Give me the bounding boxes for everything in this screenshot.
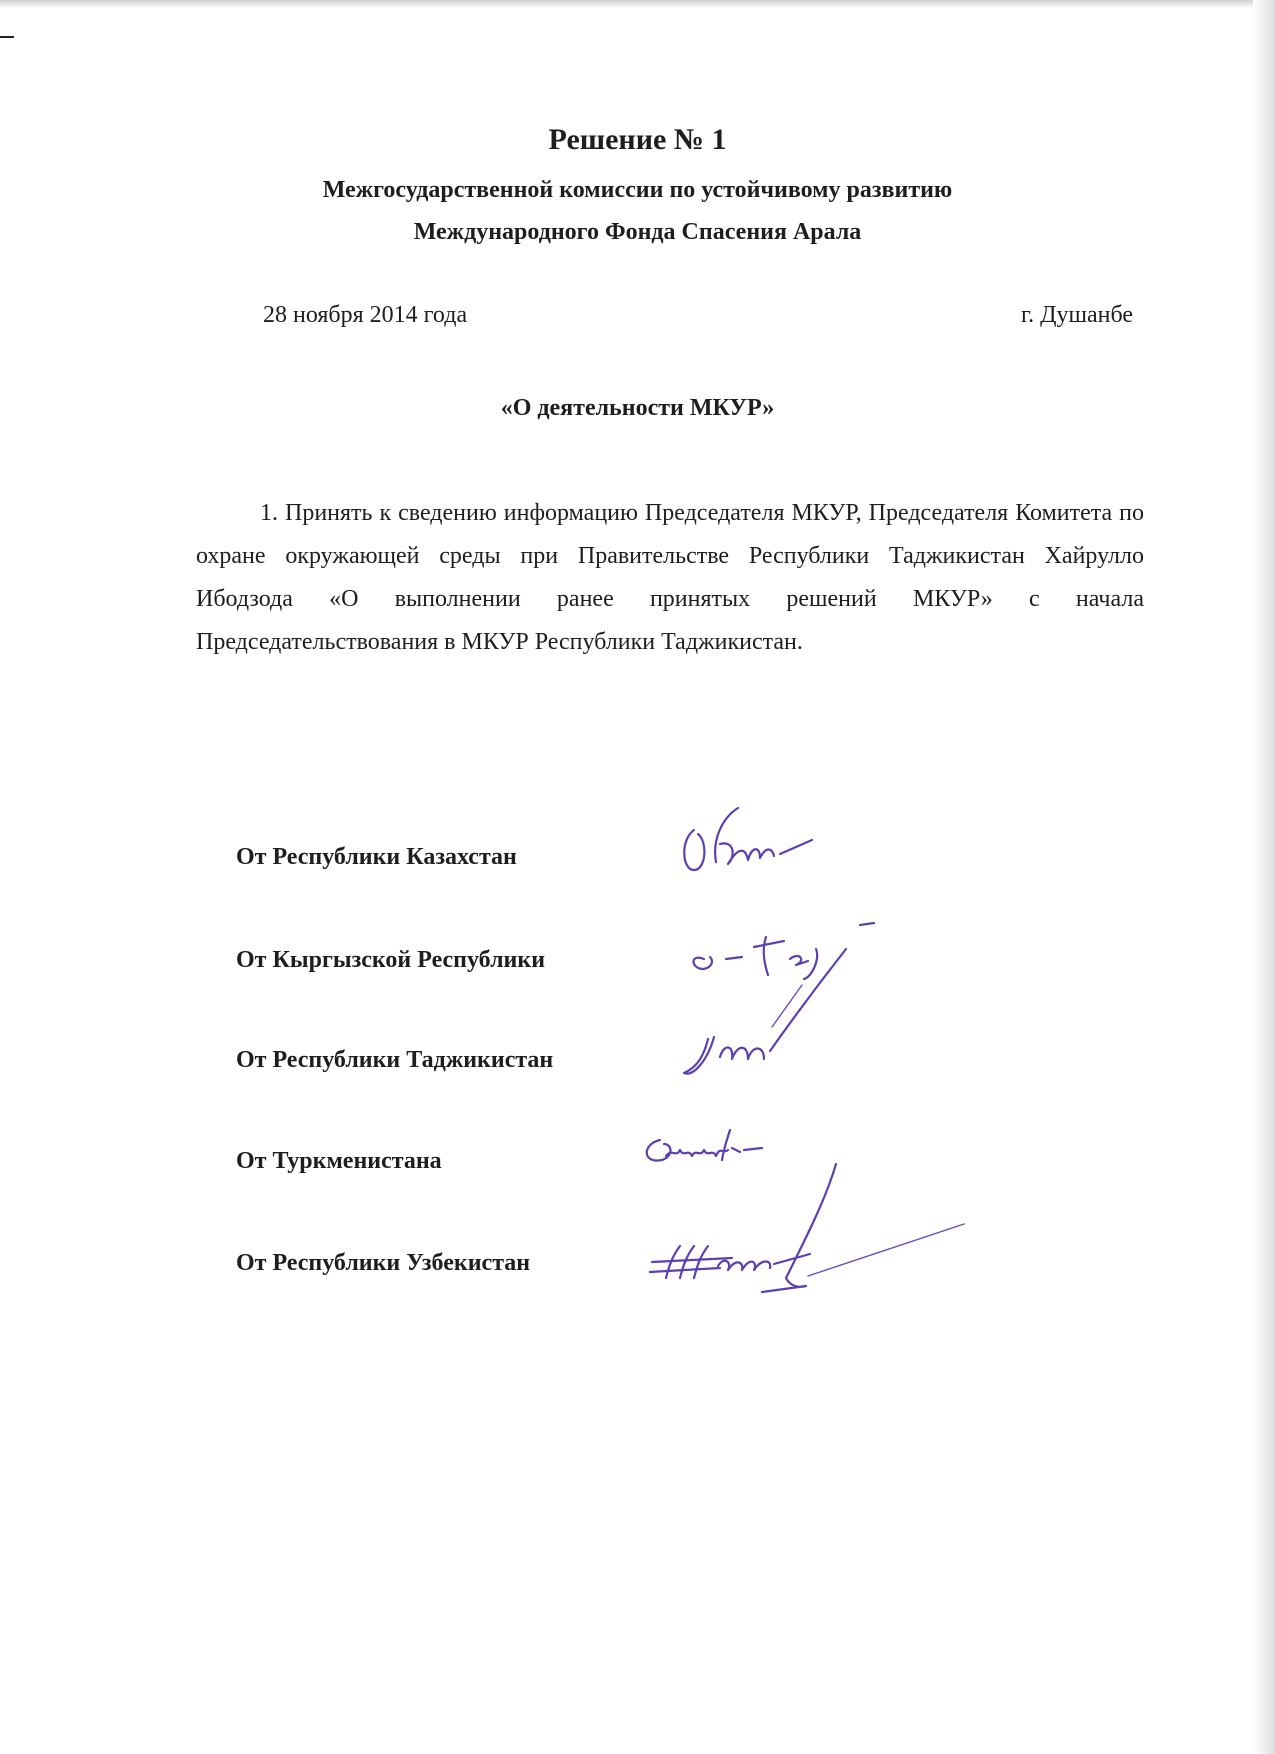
document-subtitle-line1: Межгосударственной комиссии по устойчивому развитию <box>322 177 953 203</box>
document-title: Решение № 1 <box>548 123 727 156</box>
document-city: г. Душанбе <box>1020 302 1133 328</box>
document-subtitle-line2: Международного Фонда Спасения Арала <box>413 219 862 245</box>
document-date: 28 ноября 2014 года <box>263 302 468 328</box>
decision-paragraph-1: 1. Принять к сведению информацию Председателя МКУР, Председателя Комитета по охране окружающей среды при Правительстве Республики Таджикистан Хайрулло Ибодзода «О выполнении ранее принятых решений МКУР» с начала Председательствования в МКУР Республики Таджикистан. <box>196 500 1144 655</box>
signatory-uzbekistan <box>236 1248 1036 1288</box>
signatory-label: От Кыргызской Республики <box>236 947 546 973</box>
signatory-kazakhstan <box>236 842 1036 882</box>
signatory-tajikistan <box>236 1045 1036 1085</box>
signatory-label: От Туркменистана <box>236 1148 442 1174</box>
date-place-row <box>263 300 1133 332</box>
signature-uzbekistan-icon <box>640 1158 1060 1328</box>
signature-tajikistan-icon <box>674 947 874 1097</box>
signature-kazakhstan-icon <box>676 800 826 890</box>
signatory-label: От Республики Таджикистан <box>236 1047 554 1073</box>
signatory-kyrgyzstan <box>236 945 1036 985</box>
signatory-label: От Республики Узбекистан <box>236 1250 531 1276</box>
decision-subject: «О деятельности МКУР» <box>500 395 775 421</box>
signatory-label: От Республики Казахстан <box>236 844 517 870</box>
